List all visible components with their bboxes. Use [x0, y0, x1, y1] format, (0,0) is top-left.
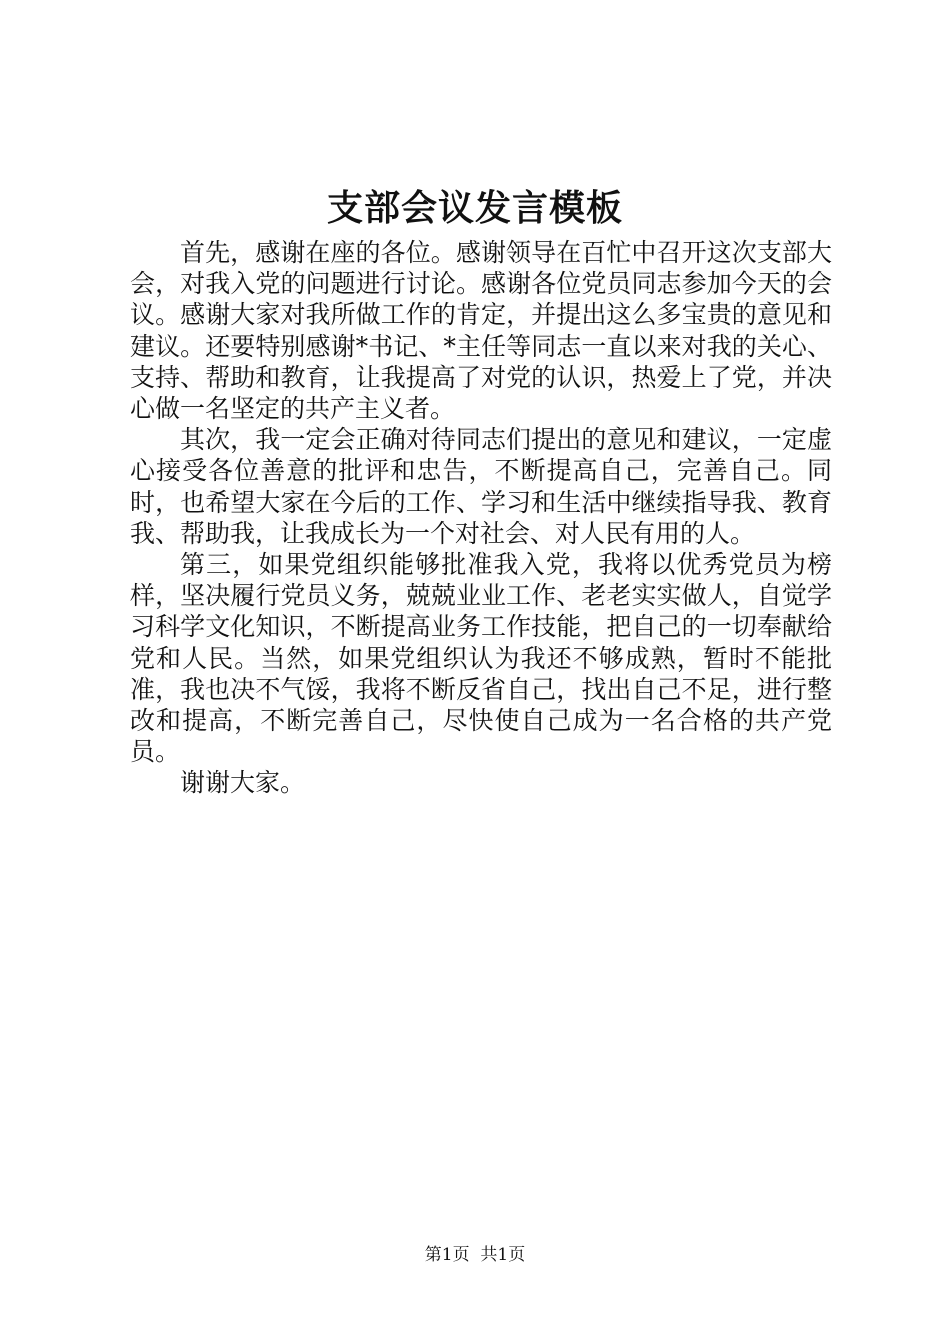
paragraph-1: 首先，感谢在座的各位。感谢领导在百忙中召开这次支部大会，对我入党的问题进行讨论。感谢各位党员同志参加今天的会议。感谢大家对我所做工作的肯定，并提出这么多宝贵的意见和建议。还要特别感谢*书记、*主任等同志一直以来对我的关心、支持、帮助和教育，让我提高了对党的认识，热爱上了党，并决心做一名坚定的共产主义者。 — [130, 238, 832, 424]
document-body — [130, 237, 832, 799]
page-number-label: 第1页 共1页 — [424, 1245, 526, 1265]
document-title: 支部会议发言模板 — [326, 187, 623, 229]
page-footer — [0, 1244, 950, 1266]
paragraph-3: 第三，如果党组织能够批准我入党，我将以优秀党员为榜样，坚决履行党员义务，兢兢业业工作、老老实实做人，自觉学习科学文化知识，不断提高业务工作技能，把自己的一切奉献给党和人民。当然，如果党组织认为我还不够成熟，暂时不能批准，我也决不气馁，我将不断反省自己，找出自己不足，进行整改和提高，不断完善自己，尽快使自己成为一名合格的共产党员。 — [130, 550, 832, 767]
paragraph-4: 谢谢大家。 — [180, 768, 306, 798]
paragraph-2: 其次，我一定会正确对待同志们提出的意见和建议，一定虚心接受各位善意的批评和忠告，不断提高自己，完善自己。同时，也希望大家在今后的工作、学习和生活中继续指导我、教育我、帮助我，让我成长为一个对社会、对人民有用的人。 — [130, 425, 832, 548]
